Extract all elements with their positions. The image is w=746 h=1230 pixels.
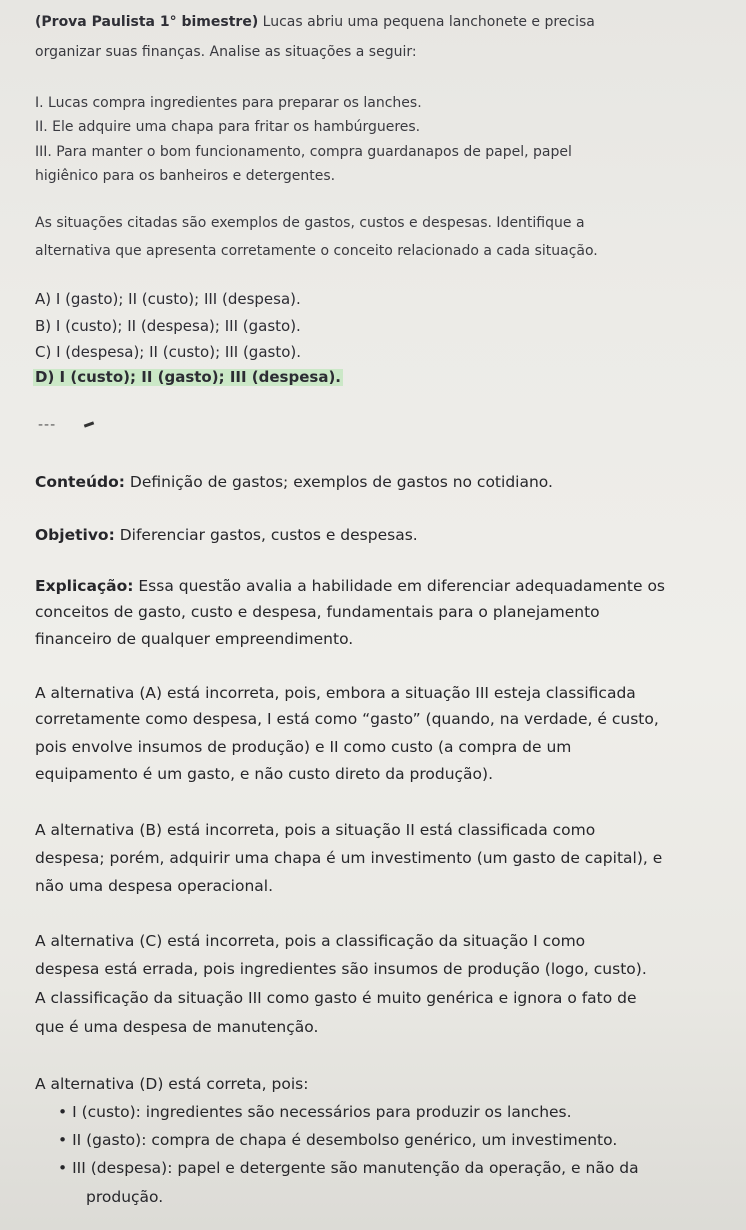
para-a-line-4: equipamento é um gasto, e não custo direto da produção). [35, 765, 493, 783]
explicacao-line-2: conceitos de gasto, custo e despesa, fundamentais para o planejamento [35, 603, 600, 621]
option-b: B) I (custo); II (despesa); III (gasto). [35, 317, 301, 335]
para-d-bullet-1: • I (custo): ingredientes são necessários para produzir os lanches. [58, 1103, 572, 1121]
para-b-line-2: despesa; porém, adquirir uma chapa é um investimento (um gasto de capital), e [35, 849, 663, 867]
objetivo-label: Objetivo: [35, 526, 115, 544]
option-c: C) I (despesa); II (custo); III (gasto). [35, 343, 302, 361]
para-a-line-2: corretamente como despesa, I está como “gasto” (quando, na verdade, é custo, [35, 710, 659, 728]
explicacao-line-1 [35, 579, 665, 595]
para-c-line-4: que é uma despesa de manutenção. [35, 1018, 319, 1036]
para-a-line-1: A alternativa (A) está incorreta, pois, embora a situação III esteja classificada [35, 684, 636, 702]
conteudo-label: Conteúdo: [35, 473, 125, 491]
para-b-line-1: A alternativa (B) está incorreta, pois a situação II está classificada como [35, 821, 596, 839]
para-a-line-3: pois envolve insumos de produção) e II como custo (a compra de um [35, 738, 572, 756]
situation-3: III. Para manter o bom funcionamento, compra guardanapos de papel, papel [35, 144, 572, 160]
question-line-1 [35, 15, 595, 29]
para-c-line-1: A alternativa (C) está incorreta, pois a classificação da situação I como [35, 932, 586, 950]
objetivo-text: Diferenciar gastos, custos e despesas. [114, 526, 418, 544]
explicacao-line-3: financeiro de qualquer empreendimento. [35, 630, 354, 648]
para-c-line-3: A classificação da situação III como gasto é muito genérica e ignora o fato de [35, 989, 637, 1007]
objetivo-line [35, 528, 418, 544]
question-source: (Prova Paulista 1° bimestre) [35, 14, 259, 30]
conteudo-text: Definição de gastos; exemplos de gastos no cotidiano. [124, 473, 553, 491]
prompt-line-2: alternativa que apresenta corretamente o conceito relacionado a cada situação. [35, 243, 598, 259]
para-c-line-2: despesa está errada, pois ingredientes são insumos de produção (logo, custo). [35, 960, 647, 978]
para-d-intro: A alternativa (D) está correta, pois: [35, 1075, 309, 1093]
situation-3-cont: higiênico para os banheiros e detergentes. [35, 168, 336, 184]
para-b-line-3: não uma despesa operacional. [35, 877, 274, 895]
prompt-line-1: As situações citadas são exemplos de gastos, custos e despesas. Identifique a [35, 215, 585, 231]
para-d-bullet-2: • II (gasto): compra de chapa é desembolso genérico, um investimento. [58, 1131, 618, 1149]
explicacao-text: Essa questão avalia a habilidade em diferenciar adequadamente os [133, 577, 666, 595]
situation-1: I. Lucas compra ingredientes para preparar os lanches. [35, 95, 422, 111]
explicacao-label: Explicação: [35, 577, 134, 595]
conteudo-line [35, 475, 553, 491]
question-line-2: organizar suas finanças. Analise as situações a seguir: [35, 44, 417, 60]
question-text: Lucas abriu uma pequena lanchonete e precisa [258, 14, 595, 30]
situation-2: II. Ele adquire uma chapa para fritar os hambúrgueres. [35, 119, 421, 135]
option-d-highlighted: D) I (custo); II (gasto); III (despesa). [35, 368, 341, 386]
para-d-bullet-3: • III (despesa): papel e detergente são manutenção da operação, e não da [58, 1159, 639, 1177]
separator: --- [38, 417, 57, 433]
option-a: A) I (gasto); II (custo); III (despesa). [35, 290, 301, 308]
para-d-bullet-3-cont: produção. [86, 1188, 164, 1206]
pen-mark [84, 421, 94, 427]
